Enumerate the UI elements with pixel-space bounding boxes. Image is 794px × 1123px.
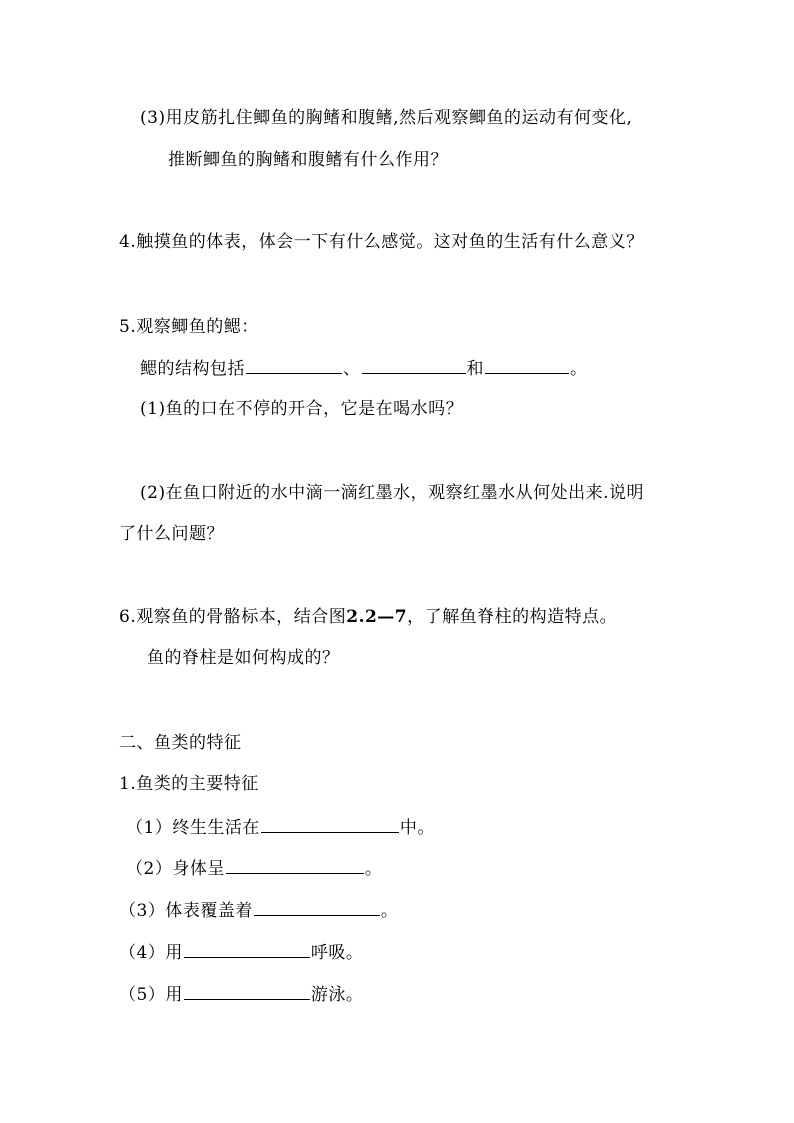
- gill-part-1-blank[interactable]: [246, 356, 342, 374]
- feature-1-suffix: 中。: [399, 818, 435, 838]
- feature-4: [119, 940, 363, 964]
- feature-4-prefix: （4）用: [119, 943, 183, 963]
- feature-5-blank[interactable]: [184, 982, 310, 1000]
- feature-4-blank[interactable]: [184, 940, 310, 958]
- question-3-item-3-line-2: 推断鲫鱼的胸鳍和腹鳍有什么作用？: [168, 150, 448, 170]
- feature-3-suffix: 。: [380, 901, 399, 921]
- sentence-end: 。: [570, 359, 588, 379]
- feature-5-suffix: 游泳。: [310, 985, 364, 1005]
- feature-4-suffix: 呼吸。: [310, 943, 364, 963]
- feature-1-blank[interactable]: [261, 815, 399, 833]
- gill-part-2-blank[interactable]: [362, 356, 466, 374]
- question-3-item-3-line-1: (3)用皮筋扎住鲫鱼的胸鳍和腹鳍,然后观察鲫鱼的运动有何变化,: [140, 108, 633, 128]
- feature-2-blank[interactable]: [226, 856, 364, 874]
- feature-1-prefix: （1）终生生活在: [126, 818, 260, 838]
- figure-reference: 2.2—7: [346, 607, 408, 627]
- question-6-prefix: 6.观察鱼的骨骼标本，结合图: [119, 607, 347, 627]
- feature-5-prefix: （5）用: [119, 985, 183, 1005]
- feature-3-blank[interactable]: [254, 898, 380, 916]
- question-5-gill-structure: [140, 356, 588, 380]
- question-5-item-2-line-1: (2)在鱼口附近的水中滴一滴红墨水，观察红墨水从何处出来.说明: [140, 483, 644, 503]
- gill-part-3-blank[interactable]: [485, 356, 569, 374]
- feature-2-prefix: （2）身体呈: [126, 859, 225, 879]
- question-4: 4.触摸鱼的体表，体会一下有什么感觉。这对鱼的生活有什么意义？: [119, 232, 644, 252]
- question-5-heading: 5.观察鲫鱼的鳃：: [119, 317, 259, 337]
- question-6-suffix: ，了解鱼脊柱的构造特点。: [407, 607, 618, 627]
- question-6-question: 鱼的脊柱是如何构成的？: [147, 648, 340, 668]
- feature-2-suffix: 。: [364, 859, 383, 879]
- feature-5: [119, 982, 363, 1006]
- separator-2: 和: [466, 359, 484, 379]
- feature-3-prefix: （3）体表覆盖着: [119, 901, 253, 921]
- section-2-question-1: 1.鱼类的主要特征: [119, 774, 259, 794]
- gill-structure-prefix: 鳃的结构包括: [140, 359, 245, 379]
- feature-2: [126, 856, 382, 880]
- section-2-title: 二、鱼类的特征: [119, 733, 242, 753]
- feature-3: [119, 898, 398, 922]
- separator-1: 、: [343, 359, 361, 379]
- question-5-item-2-line-2: 了什么问题？: [119, 524, 224, 544]
- question-6: [119, 606, 617, 628]
- feature-1: [126, 815, 435, 839]
- question-5-item-1: (1)鱼的口在不停的开合，它是在喝水吗？: [140, 399, 464, 419]
